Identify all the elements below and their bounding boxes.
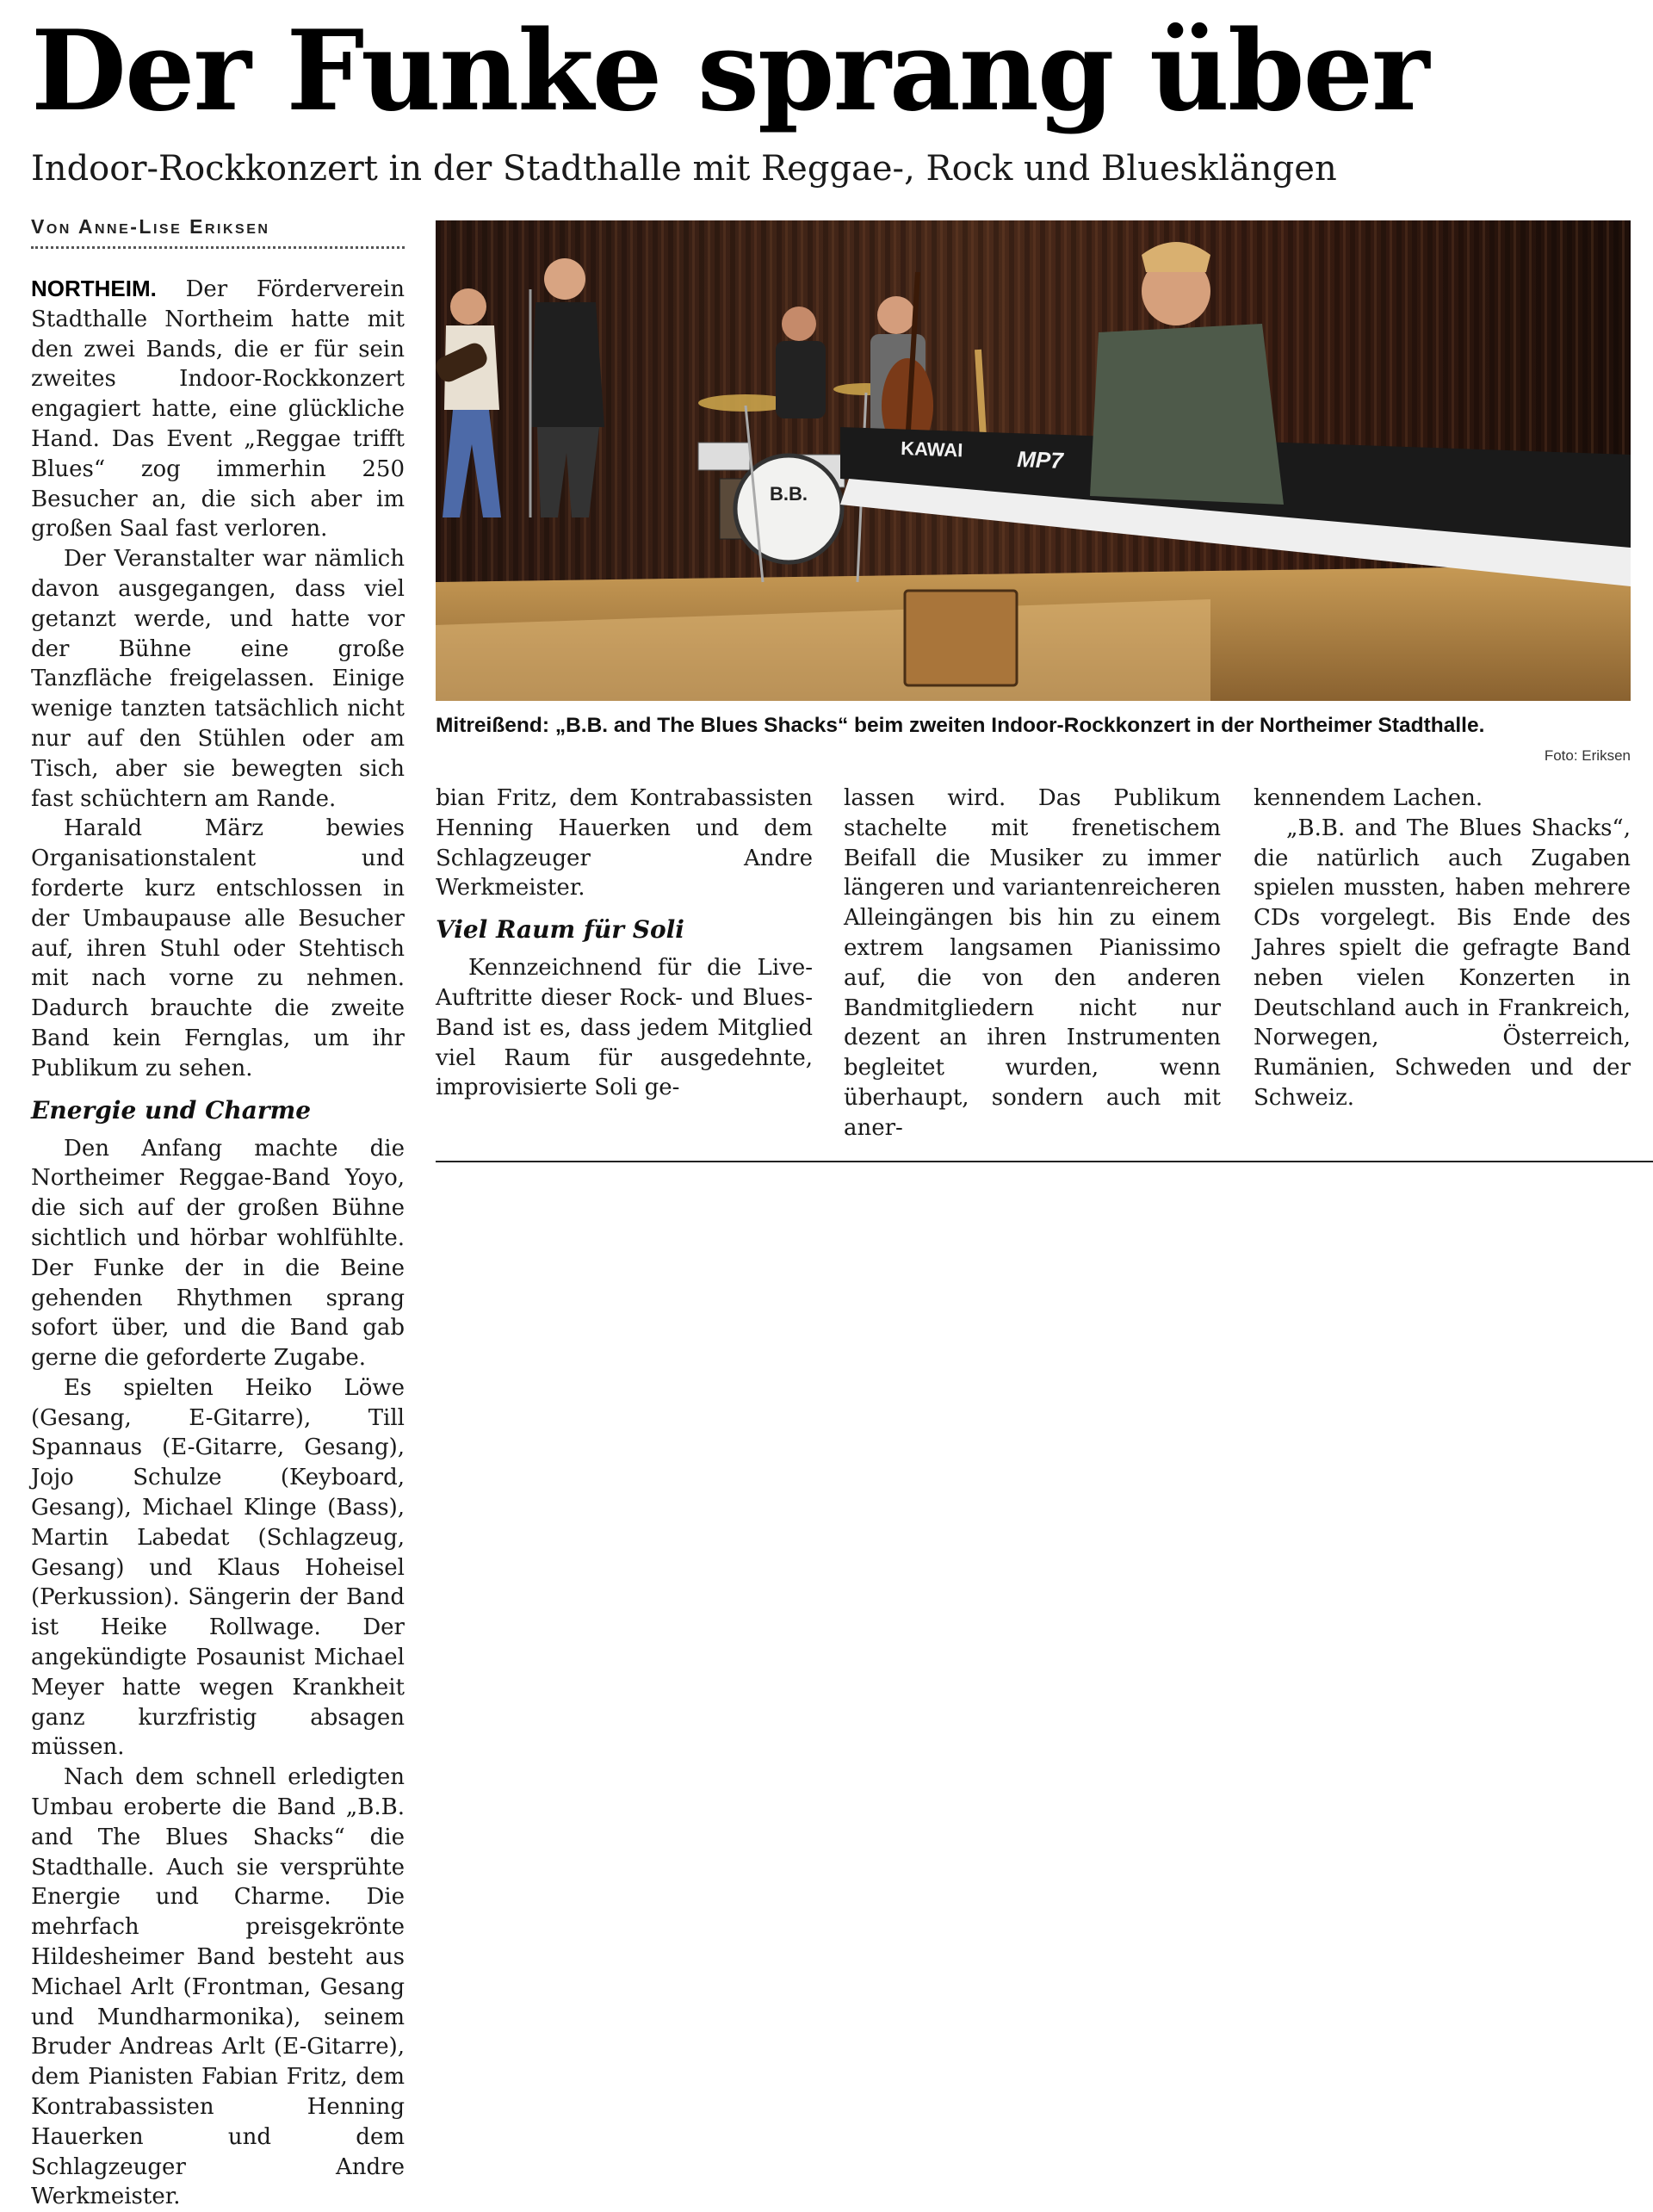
article-paragraph: Es spielten Heiko Löwe (Gesang, E-Gitarre), Till Spannaus (E-Gitarre, Gesang), Jojo Schulze (Keyboard, Gesang), Michael Klinge (Bass), Martin Labedat (Schlagzeug, Gesang) und Klaus Hoheisel (Perkussion). Sängerin der Band ist Heike Rollwage. Der angekündigte Posaunist Michael Meyer hatte wegen Krankheit ganz kurzfristig absagen müssen. xyxy=(31,1374,405,1761)
article-paragraph: Nach dem schnell erledigten Umbau eroberte die Band „B.B. and The Blues Shacks“ die Stadthalle. Auch sie versprühte Energie und Charme. Die mehrfach preisgekrönte Hildesheimer Band besteht aus Michael Arlt (Frontman, Gesang und Mundharmonika), seinem Bruder Andreas Arlt (E-Gitarre), dem Pianisten Fabian Fritz, dem Kontrabassisten Henning Hauerken und dem Schlagzeuger Andre Werkmeister. xyxy=(31,1764,405,2210)
photo-credit: Foto: Eriksen xyxy=(1544,747,1631,764)
drum-logo: B.B. xyxy=(770,483,808,505)
amplifier-right xyxy=(905,591,1017,685)
concert-photo xyxy=(436,220,1631,701)
article-paragraph: lassen wird. Das Publikum stachelte mit frenetischem Beifall die Musiker zu immer längeren und variantenreicheren Alleingängen bis hin zu einem extrem langsamen Pianissimo auf, die von den anderen Bandmitgliedern nicht nur dezent an ihren Instrumenten begleitet wurden, wenn überhaupt, sondern auch mit aner- xyxy=(844,785,1221,1141)
article-paragraph: kennendem Lachen. xyxy=(1254,785,1483,811)
article-subheading: Viel Raum für Soli xyxy=(436,915,684,945)
article-column-1 xyxy=(31,274,405,2212)
article-paragraph: Den Anfang machte die Northeimer Reggae-Band Yoyo, die sich auf der großen Bühne sichtlich und hörbar wohlfühlte. Der Funke der in die Beine gehenden Rhythmen sprang sofort über, und die Band gab gerne die geforderte Zugabe. xyxy=(31,1135,405,1372)
article-paragraph: Der Veranstalter war nämlich davon ausgegangen, dass viel getanzt werde, und hatte vor der Bühne eine große Tanzfläche freigelassen. Einige wenige tanzten tatsächlich nicht nur auf den Stühlen oder am Tisch, aber sie bewegten sich fast schüchtern am Rande. xyxy=(31,546,405,812)
article-subheading: Energie und Charme xyxy=(31,1095,312,1125)
article-paragraph: Harald März bewies Organisationstalent und forderte kurz entschlossen in der Umbaupause alle Besucher auf, ihren Stuhl oder Stehtisch mit nach vorne zu nehmen. Dadurch brauchte die zweite Band kein Fernglas, um ihr Publikum zu sehen. xyxy=(31,815,405,1081)
article-subheadline: Indoor-Rockkonzert in der Stadthalle mit Reggae-, Rock und Bluesklängen xyxy=(31,149,1337,189)
photo-caption: Mitreißend: „B.B. and The Blues Shacks“ beim zweiten Indoor-Rockkonzert in der Northeimer Stadthalle. xyxy=(436,714,1485,737)
paragraph-text: Der Förderverein Stadthalle Northeim hatte mit den zwei Bands, die er für sein zweites Indoor-Rockkonzert engagiert hatte, eine glückliche Hand. Das Event „Reggae trifft Blues“ zog immerhin 250 Besucher an, die sich aber im großen Saal fast verloren. xyxy=(31,276,405,542)
article-headline: Der Funke sprang über xyxy=(31,7,1428,136)
band-on-stage-image xyxy=(436,220,1631,701)
dateline: NORTHEIM. xyxy=(31,276,157,301)
article-paragraph: Kennzeichnend für die Live-Auftritte dieser Rock- und Blues-Band ist es, dass jedem Mitglied viel Raum für ausgedehnte, improvisierte Soli ge- xyxy=(436,955,813,1101)
article-end-rule xyxy=(436,1161,1653,1162)
keyboard-brand: KAWAI xyxy=(900,437,963,462)
article-byline: Von Anne-Lise Eriksen xyxy=(31,215,405,249)
article-paragraph: bian Fritz, dem Kontrabassisten Henning Hauerken und dem Schlagzeuger Andre Werkmeister. xyxy=(436,785,813,902)
article-paragraph: „B.B. and The Blues Shacks“, die natürlich auch Zugaben spielen mussten, haben mehrere CDs vorgelegt. Bis Ende des Jahres spielt die gefragte Band neben vielen Konzerten in Deutschland auch in Frankreich, Norwegen, Österreich, Rumänien, Schweden und der Schweiz. xyxy=(1254,815,1631,1111)
article-column-4 xyxy=(1254,784,1631,1113)
article-column-3 xyxy=(844,784,1221,1143)
article-column-2 xyxy=(436,784,813,1103)
keyboard-model: MP7 xyxy=(1016,446,1064,474)
article-paragraph xyxy=(31,274,405,544)
